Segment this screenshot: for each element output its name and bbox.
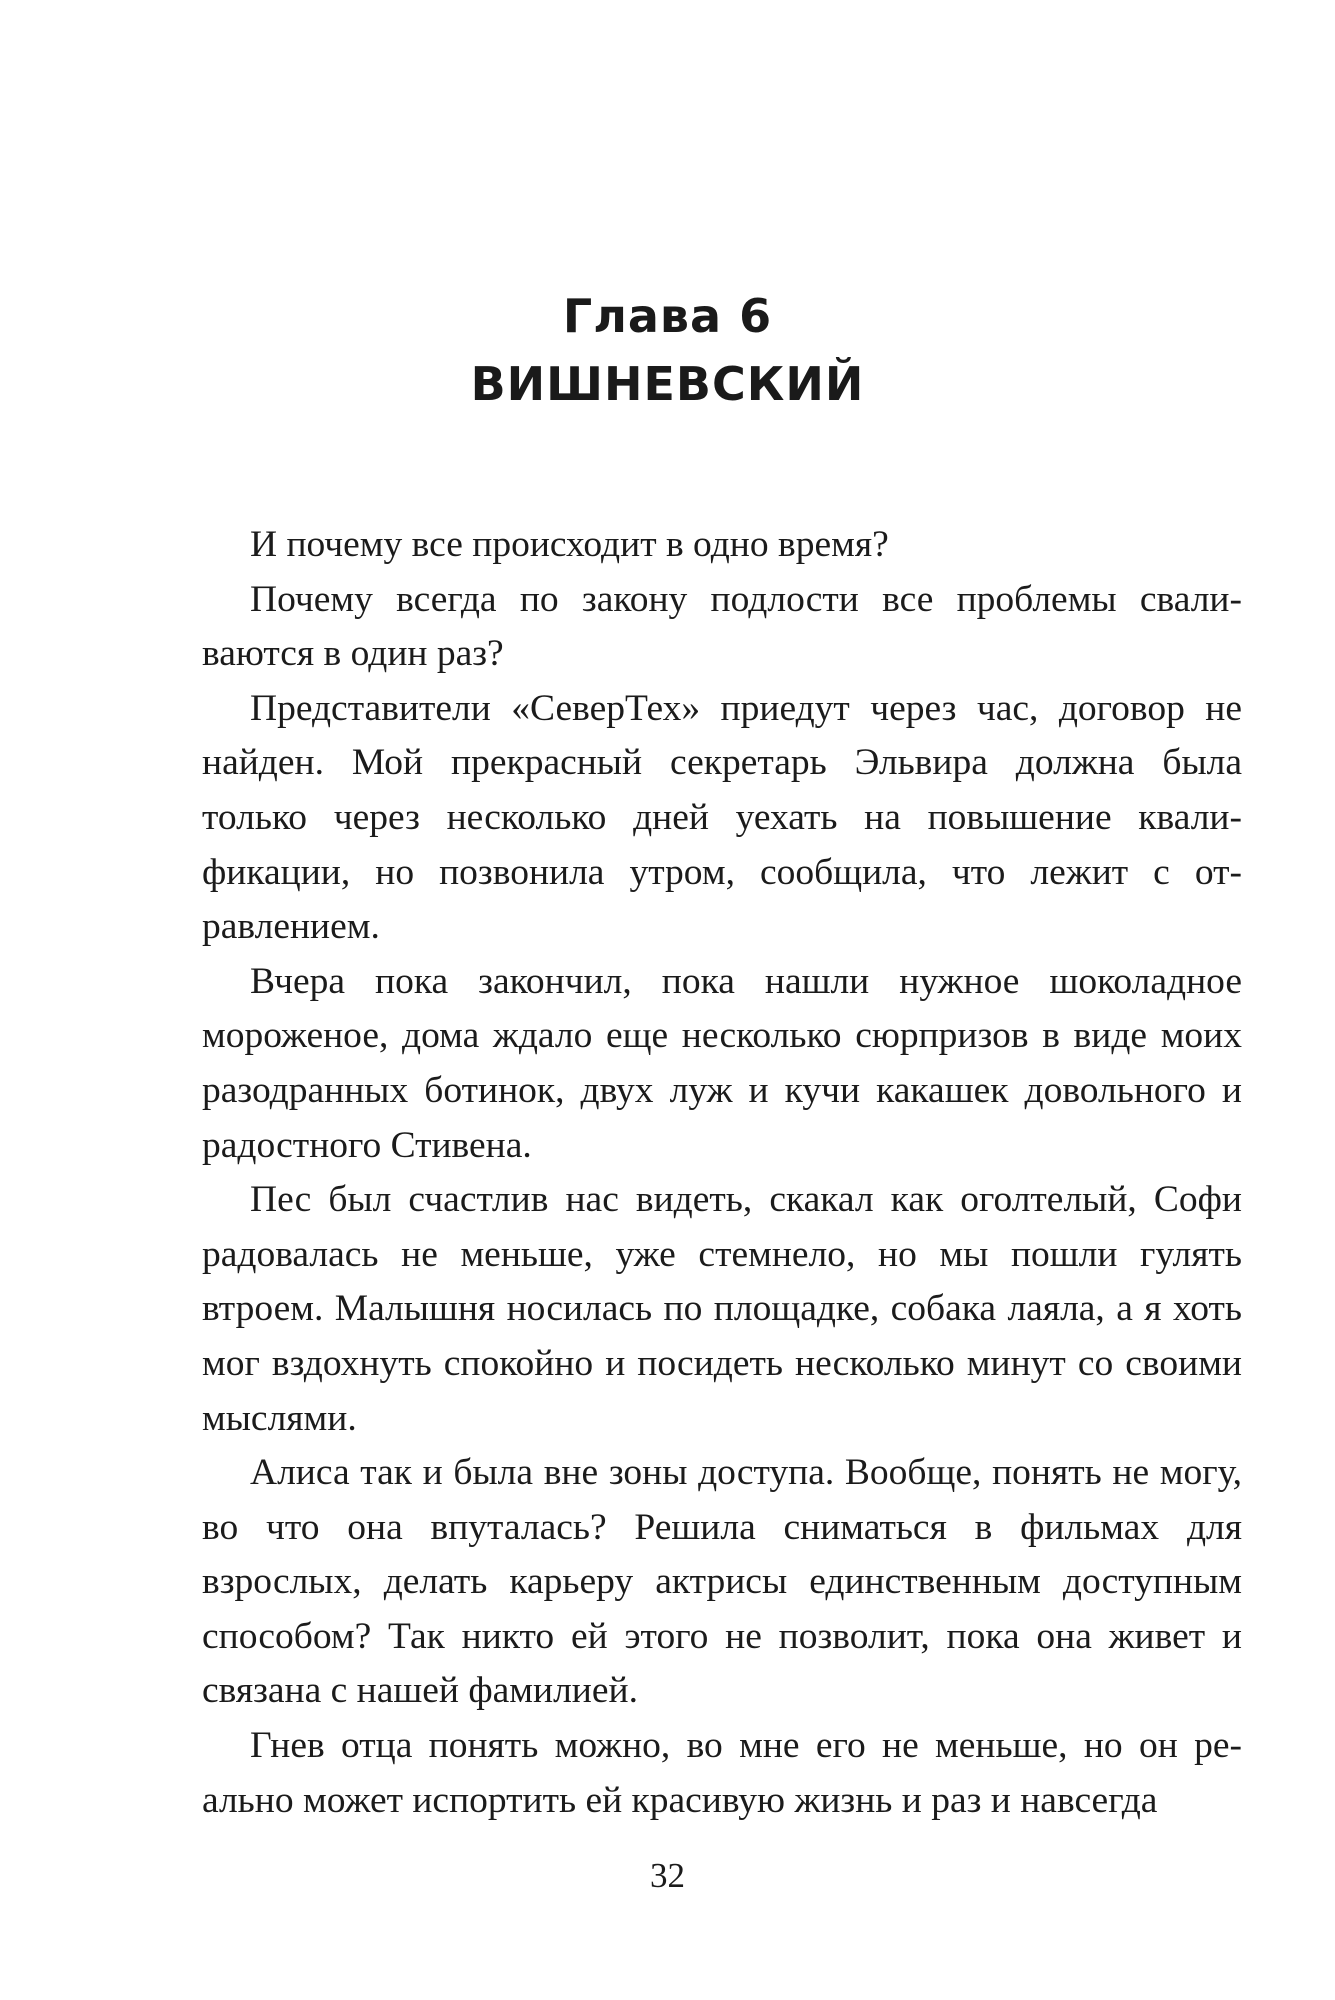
paragraph: И почему все происходит в одно время? bbox=[250, 524, 889, 565]
paragraph: Алиса так и была вне зоны доступа. Вообще, понять не могу, во что она впуталась? Решила сниматься в фильмах для взрослых, делать карьеру актрисы единственным доступным способом? Так никто ей этого не позволит, пока она живет и связана с нашей фамилией. bbox=[202, 1452, 1242, 1712]
paragraph: Пес был счастлив нас видеть, скакал как оголтелый, Софи радовалась не меньше, уже стемнело, но мы пошли гулять втроем. Малышня носилась по площадке, собака лаяла, а я хоть мог вздохнуть спокойно и посидеть несколько минут со своими мыслями. bbox=[202, 1179, 1242, 1439]
chapter-title: ВИШНЕВСКИЙ bbox=[470, 357, 865, 411]
chapter-number: Глава 6 bbox=[562, 289, 773, 343]
chapter-heading bbox=[0, 282, 1335, 418]
page-number: 32 bbox=[650, 1856, 685, 1895]
paragraph: Вчера пока закончил, пока нашли нужное шоколадное мороженое, дома ждало еще несколько сюрпризов в виде моих разодранных ботинок, двух луж и кучи какашек довольного и радостного Стивена. bbox=[202, 960, 1242, 1166]
paragraph: Представители «СеверТех» приедут через час, договор не найден. Мой прекрасный секретарь Эльвира должна была только через несколько дней уехать на повышение квалификации, но позвонила утром, сообщила, что лежит с отравлением. bbox=[202, 687, 1242, 948]
chapter-body bbox=[202, 518, 1242, 1828]
paragraph: Почему всегда по закону подлости все проблемы сваливаются в один раз? bbox=[202, 578, 1242, 675]
paragraph: Гнев отца понять можно, во мне его не меньше, но он реально может испортить ей красивую жизнь и раз и навсегда bbox=[202, 1725, 1242, 1821]
